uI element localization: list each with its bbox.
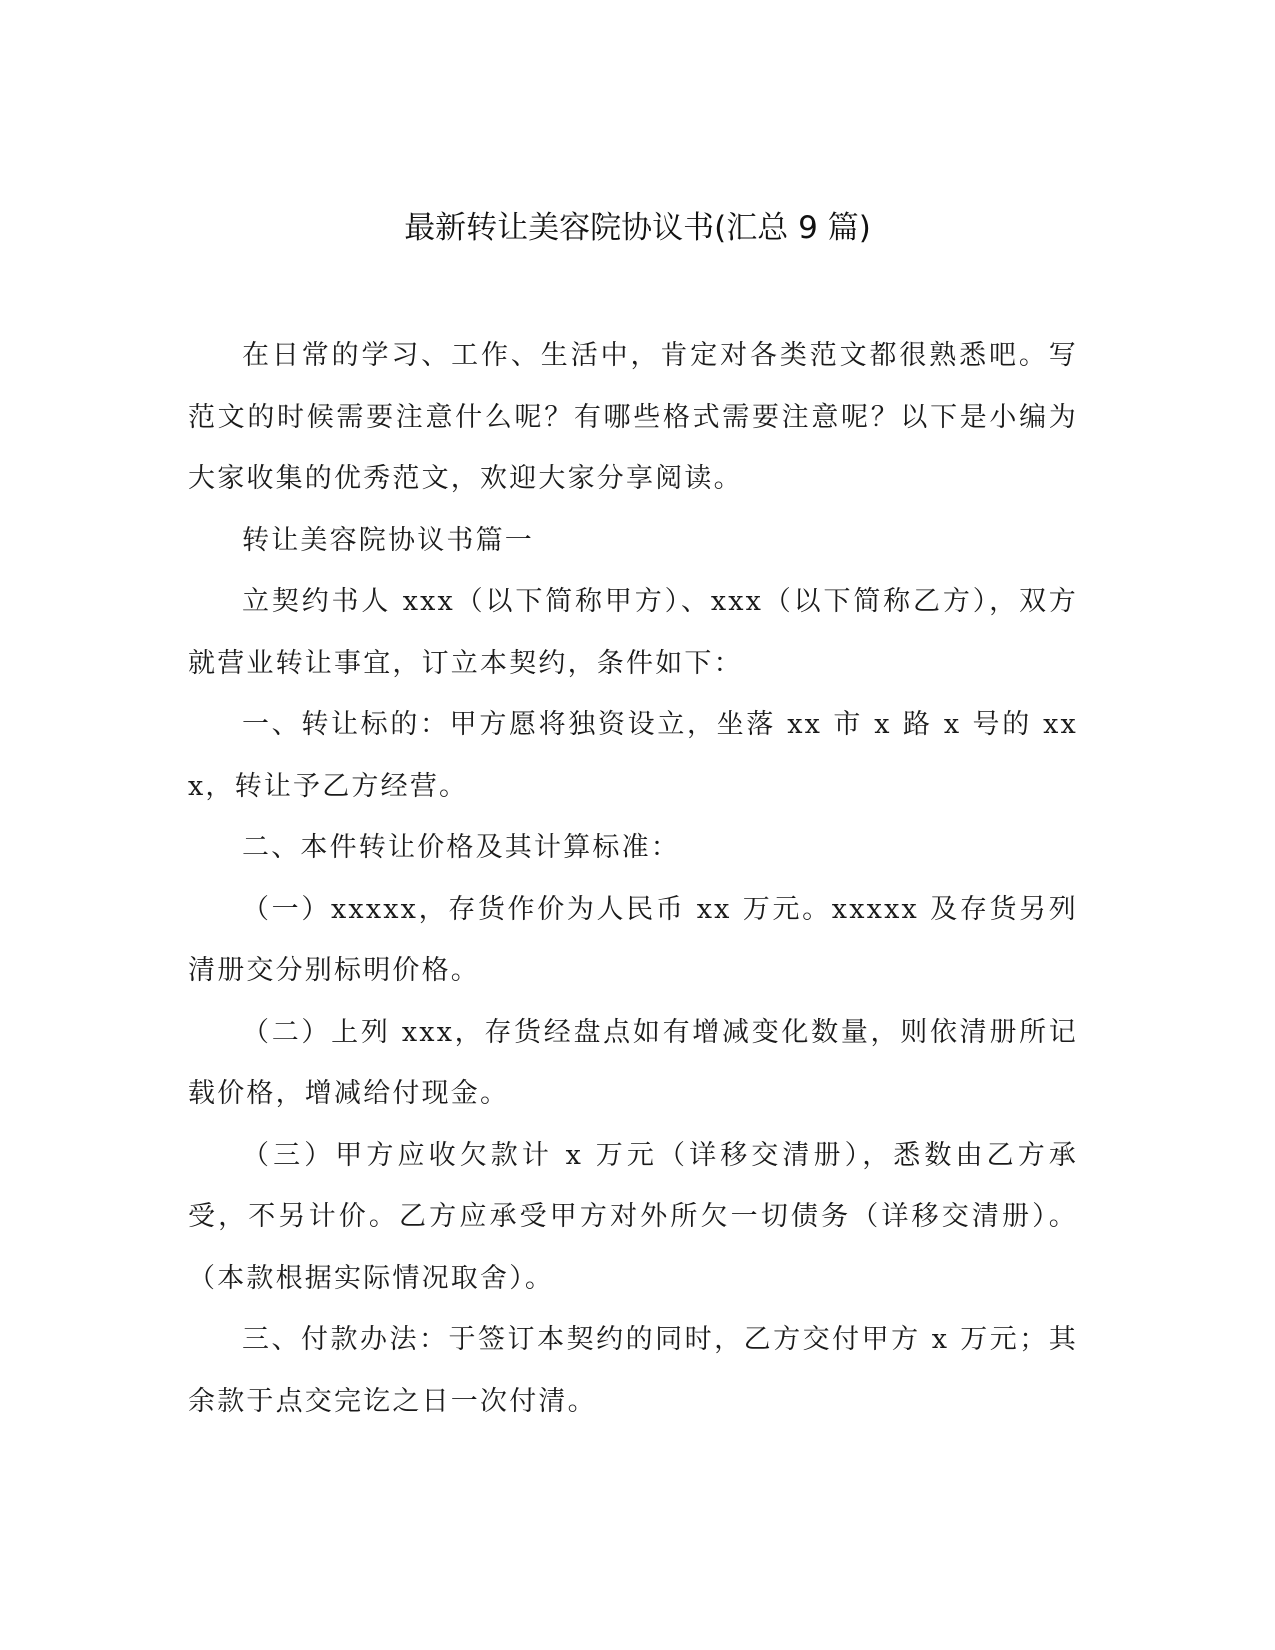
paragraph-intro: 在日常的学习、工作、生活中，肯定对各类范文都很熟悉吧。写范文的时候需要注意什么呢？有哪些格式需要注意呢？以下是小编为大家收集的优秀范文，欢迎大家分享阅读。 (188, 340, 1078, 494)
clause-price-heading: 二、本件转让价格及其计算标准： (242, 832, 680, 863)
clause-subject: 一、转让标的：甲方愿将独资设立，坐落 xx 市 x 路 x 号的 xxx，转让予乙方经营。 (188, 709, 1078, 802)
clause-payment: 三、付款办法：于签订本契约的同时，乙方交付甲方 x 万元；其余款于点交完讫之日一次付清。 (188, 1324, 1078, 1417)
clause-price-item-3: （三）甲方应收欠款计 x 万元（详移交清册），悉数由乙方承受，不另计价。乙方应承受甲方对外所欠一切债务（详移交清册）。（本款根据实际情况取舍）。 (188, 1139, 1078, 1294)
document-title: 最新转让美容院协议书(汇总 9 篇) (404, 210, 871, 246)
clause-price-item-1: （一）xxxxx，存货作价为人民币 xx 万元。xxxxx 及存货另列清册交分别标明价格。 (188, 893, 1078, 986)
document-body (188, 325, 1078, 1432)
clause-price-item-2: （二）上列 xxx，存货经盘点如有增减变化数量，则依清册所记载价格，增减给付现金。 (188, 1016, 1078, 1109)
paragraph-parties: 立契约书人 xxx（以下简称甲方）、xxx（以下简称乙方），双方就营业转让事宜，订立本契约，条件如下： (188, 586, 1078, 679)
section-heading: 转让美容院协议书篇一 (242, 524, 534, 556)
